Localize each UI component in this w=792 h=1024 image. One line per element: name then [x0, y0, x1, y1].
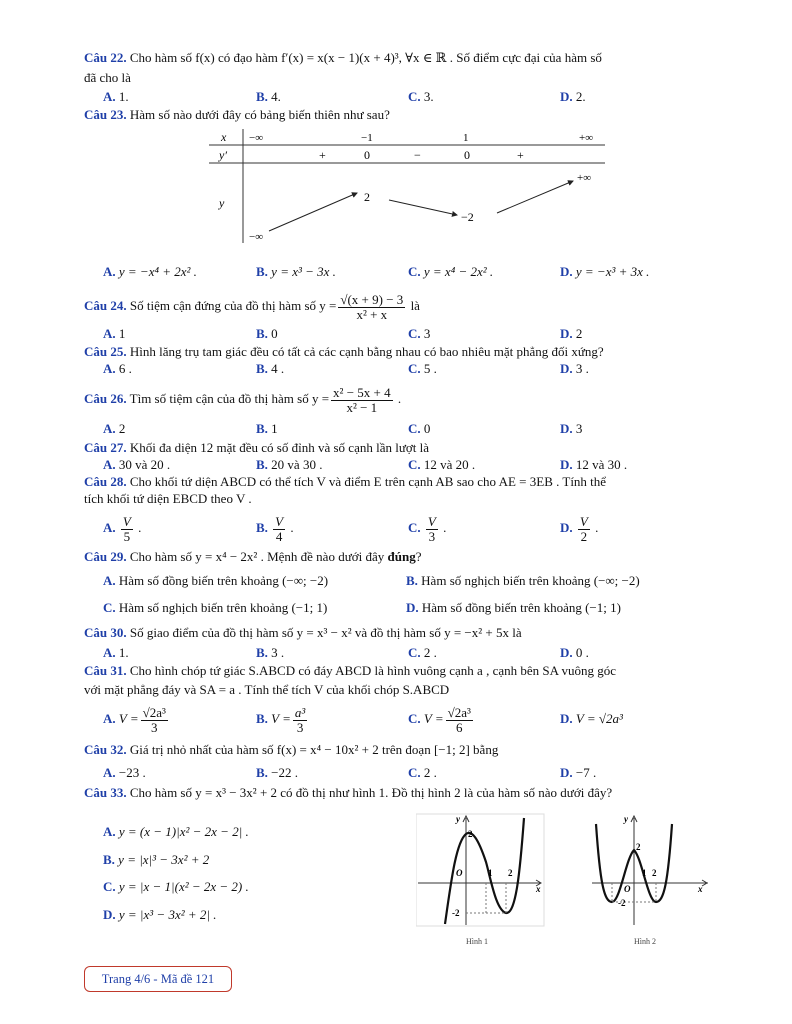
question-label: Câu 30.	[84, 625, 127, 640]
question-text: Cho hàm số y = x⁴ − 2x² . Mệnh đề nào dưới đây	[126, 549, 388, 564]
svg-text:O: O	[624, 884, 631, 894]
y-value: +∞	[577, 172, 592, 184]
question-32	[84, 742, 498, 758]
question-text: với mặt phẳng đáy và SA = a . Tính thể tích V của khối chóp S.ABCD	[84, 682, 450, 697]
option-a[interactable]: A. Hàm số đồng biến trên khoảng (−∞; −2)	[103, 573, 329, 588]
option-d[interactable]: D. Hàm số đồng biến trên khoảng (−1; 1)	[406, 600, 621, 615]
question-label: Câu 31.	[84, 663, 127, 678]
option-d[interactable]: D. −7 .	[560, 765, 597, 780]
option-b[interactable]: B. 1	[256, 421, 278, 436]
option-a[interactable]: A. 1	[103, 326, 126, 341]
question-label: Câu 29.	[84, 549, 127, 564]
option-c[interactable]: C. 12 và 20 .	[408, 457, 476, 472]
option-c[interactable]: C. V = $\frac{\text{√2a³}}{6}$	[408, 704, 471, 735]
svg-text:1: 1	[488, 868, 493, 878]
question-22	[84, 50, 602, 66]
question-text: Tìm số tiệm cận của đồ thị hàm số y =	[126, 391, 330, 406]
q25-options	[103, 360, 723, 378]
table-yprime-label: y′	[219, 148, 227, 162]
svg-text:2: 2	[468, 829, 473, 839]
option-b[interactable]: B. 4.	[256, 89, 281, 104]
option-c[interactable]: C. 3	[408, 326, 431, 341]
question-label: Câu 27.	[84, 440, 127, 455]
svg-text:-2: -2	[452, 908, 460, 918]
option-d[interactable]: D. 3	[560, 421, 583, 436]
question-text: đã cho là	[84, 70, 131, 85]
question-33	[84, 785, 612, 801]
sign: +	[517, 148, 524, 162]
option-b[interactable]: B. 3 .	[256, 645, 285, 660]
option-b[interactable]: B. 4 .	[256, 361, 285, 376]
page-footer: Trang 4/6 - Mã đề 121	[84, 966, 232, 992]
x-value: 1	[463, 132, 469, 144]
q29-options-row2	[103, 599, 723, 617]
question-text: Cho hàm số y = x³ − 3x² + 2 có đồ thị như hình 1. Đồ thị hình 2 là của hàm số nào dưới đây?	[126, 785, 613, 800]
option-c[interactable]: C. 2 .	[408, 645, 437, 660]
question-label: Câu 23.	[84, 107, 127, 122]
x-value: −∞	[249, 132, 264, 144]
question-28-cont	[84, 491, 252, 507]
option-b[interactable]: B. $\frac{V}{4}$ .	[256, 513, 294, 544]
figure-caption: Hình 1	[466, 937, 488, 946]
option-a[interactable]: A. 2	[103, 421, 126, 436]
option-a[interactable]: A. −23 .	[103, 765, 146, 780]
table-x-label: x	[221, 130, 227, 144]
option-a[interactable]: A. 6 .	[103, 361, 132, 376]
option-a[interactable]: A. 1.	[103, 645, 129, 660]
option-a[interactable]: A. V = $\frac{\text{√2a³}}{3}$	[103, 704, 166, 735]
question-text: Số tiệm cận đứng của đồ thị hàm số y =	[126, 298, 337, 313]
q28-options	[103, 510, 723, 546]
option-b[interactable]: B. Hàm số nghịch biến trên khoảng (−∞; −2)	[406, 573, 640, 588]
option-b[interactable]: B. −22 .	[256, 765, 299, 780]
q27-options	[103, 456, 723, 474]
option-a[interactable]: A. 30 và 20 .	[103, 457, 171, 472]
sign: 0	[364, 148, 370, 162]
arrow-up	[497, 181, 573, 213]
question-27	[84, 440, 429, 456]
variation-table	[207, 127, 607, 249]
q30-options	[103, 644, 723, 662]
question-23	[84, 107, 390, 123]
svg-text:2: 2	[636, 842, 641, 852]
question-label: Câu 25.	[84, 344, 127, 359]
question-label: Câu 33.	[84, 785, 127, 800]
option-c[interactable]: C. Hàm số nghịch biến trên khoảng (−1; 1)	[103, 600, 328, 615]
option-d[interactable]: D. 3 .	[560, 361, 589, 376]
question-29: Câu 29. Cho hàm số y = x⁴ − 2x² . Mệnh đề nào dưới đây đúng?	[84, 549, 422, 564]
q23-options	[103, 263, 723, 281]
question-text: Giá trị nhỏ nhất của hàm số f(x) = x⁴ − 10x² + 2 trên đoạn [−1; 2] bằng	[126, 742, 499, 757]
question-31-cont	[84, 682, 449, 698]
table-y-label: y	[219, 196, 225, 210]
option-d[interactable]: D. y = −x³ + 3x .	[560, 264, 650, 279]
option-d[interactable]: D. V = √2a³	[560, 711, 623, 726]
option-c[interactable]: C. 3.	[408, 89, 434, 104]
q22-options	[103, 88, 723, 106]
option-a[interactable]: A. y = −x⁴ + 2x² .	[103, 264, 197, 279]
svg-text:2: 2	[508, 868, 513, 878]
arrow-down	[389, 200, 457, 215]
question-label: Câu 28.	[84, 474, 127, 489]
option-c[interactable]: C. y = |x − 1|(x² − 2x − 2) .	[103, 879, 249, 894]
option-c[interactable]: C. 2 .	[408, 765, 437, 780]
option-b[interactable]: B. 20 và 30 .	[256, 457, 323, 472]
svg-text:O: O	[456, 868, 463, 878]
svg-text:-2: -2	[618, 898, 626, 908]
q24-options	[103, 325, 723, 343]
option-b[interactable]: B. 0	[256, 326, 278, 341]
option-b[interactable]: B. V = $\frac{\text{a³}}{3}$	[256, 704, 306, 735]
question-label: Câu 26.	[84, 391, 127, 406]
sign: −	[414, 148, 421, 162]
question-24: Câu 24. Số tiệm cận đứng của đồ thị hàm số y = $\frac{√(x + 9) - 3}{\text{x² + x}}$ là	[84, 291, 420, 322]
question-text: tích khối tứ diện EBCD theo V .	[84, 491, 252, 506]
option-d[interactable]: D. 2.	[560, 89, 586, 104]
question-text: Cho hàm số f(x) có đạo hàm f′(x) = x(x − 1)(x + 4)³, ∀x ∈ ℝ . Số điểm cực đại của hàm số	[126, 50, 602, 65]
option-a[interactable]: A. 1.	[103, 89, 129, 104]
option-b[interactable]: B. y = x³ − 3x .	[256, 264, 336, 279]
option-a[interactable]: A. y = (x − 1)|x² − 2x − 2| .	[103, 824, 249, 839]
figure-caption: Hình 2	[634, 937, 656, 946]
fraction: $\frac{\text{x² − 5x + 4}}{\text{x² − 1}}$	[333, 384, 391, 415]
svg-text:y: y	[624, 814, 628, 824]
question-text: Cho hình chóp tứ giác S.ABCD có đáy ABCD là hình vuông cạnh a , cạnh bên SA vuông góc	[126, 663, 617, 678]
svg-text:y: y	[456, 814, 460, 824]
question-label: Câu 22.	[84, 50, 127, 65]
question-25	[84, 344, 604, 360]
q29-options-row1	[103, 572, 723, 590]
option-b[interactable]: B. y = |x|³ − 3x² + 2	[103, 852, 210, 867]
option-c[interactable]: C. 0	[408, 421, 431, 436]
svg-text:2: 2	[652, 868, 657, 878]
option-d[interactable]: D. 0 .	[560, 645, 589, 660]
option-c[interactable]: C. $\frac{V}{3}$ .	[408, 513, 447, 544]
fraction: $\frac{√(x + 9) - 3}{\text{x² + x}}$	[340, 291, 404, 322]
question-31	[84, 663, 616, 679]
option-c[interactable]: C. y = x⁴ − 2x² .	[408, 264, 494, 279]
x-value: +∞	[579, 132, 594, 144]
question-label: Câu 24.	[84, 298, 127, 313]
question-text: Số giao điểm của đồ thị hàm số y = x³ − x² và đồ thị hàm số y = −x² + 5x là	[126, 625, 522, 640]
question-28	[84, 474, 606, 490]
sign: 0	[464, 148, 470, 162]
graph-figure-1	[416, 812, 546, 952]
question-text: Cho khối tứ diện ABCD có thể tích V và điểm E trên cạnh AB sao cho AE = 3EB . Tính thể	[126, 474, 607, 489]
question-text: Hình lăng trụ tam giác đều có tất cả các cạnh bằng nhau có bao nhiêu mặt phẳng đối xứng?	[126, 344, 604, 359]
y-value: −2	[461, 210, 474, 224]
svg-text:1: 1	[642, 868, 647, 878]
question-text: Khối đa diện 12 mặt đều có số đỉnh và số cạnh lần lượt là	[126, 440, 430, 455]
svg-text:x: x	[698, 884, 703, 894]
option-d[interactable]: D. $\frac{V}{2}$ .	[560, 513, 599, 544]
q31-options	[103, 701, 723, 737]
q26-options	[103, 420, 723, 438]
question-26: Câu 26. Tìm số tiệm cận của đồ thị hàm số y = $\frac{\text{x² − 5x + 4}}{\text{x² − 1}}$ .	[84, 384, 402, 415]
question-22-cont	[84, 70, 131, 86]
question-30	[84, 625, 522, 641]
option-d[interactable]: D. 2	[560, 326, 583, 341]
question-text: Hàm số nào dưới đây có bảng biến thiên như sau?	[126, 107, 390, 122]
graph-figure-2	[590, 812, 710, 952]
y-value: −∞	[249, 231, 264, 243]
option-a[interactable]: A. $\frac{V}{5}$ .	[103, 513, 142, 544]
svg-text:x: x	[536, 884, 541, 894]
question-label: Câu 32.	[84, 742, 127, 757]
y-value: 2	[364, 190, 370, 204]
arrow-up	[269, 193, 357, 231]
option-c[interactable]: C. 5 .	[408, 361, 437, 376]
option-d[interactable]: D. 12 và 30 .	[560, 457, 628, 472]
sign: +	[319, 148, 326, 162]
x-value: −1	[361, 132, 373, 144]
option-d[interactable]: D. y = |x³ − 3x² + 2| .	[103, 907, 217, 922]
q32-options	[103, 764, 723, 782]
